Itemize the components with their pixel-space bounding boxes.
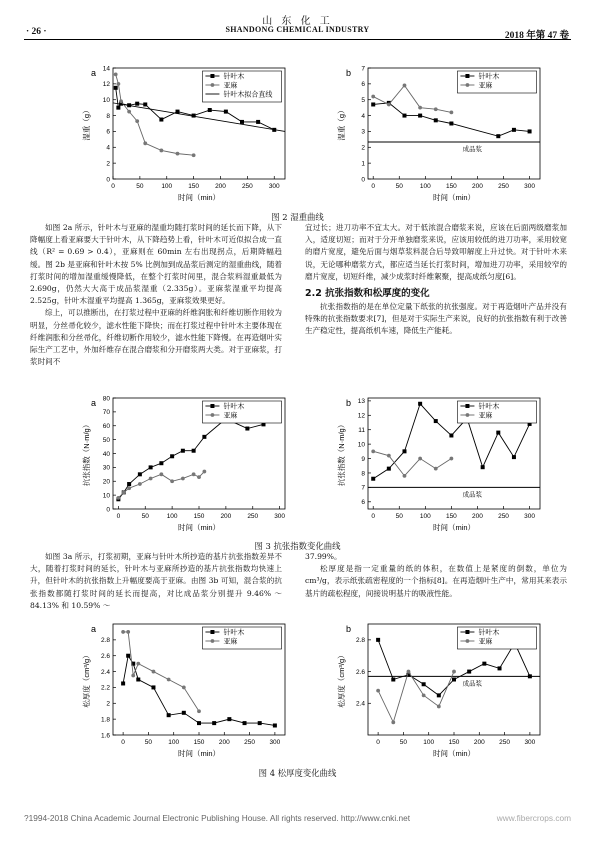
legend-label: 针叶木 [223,629,245,637]
fig2-chart-a [55,62,305,212]
reference-label: 成品浆 [462,491,483,499]
y-tick-label: 2 [106,700,110,708]
x-tick-label: 250 [244,739,256,746]
data-point [116,496,120,500]
legend-marker [466,83,470,87]
data-point [159,461,163,465]
para-fig2-analysis: 如图 2a 所示，针叶木与亚麻的湿重均随打浆时间的延长而下降，从下降幅度上看亚麻要大于针叶木，从下降趋势上看，针叶木可近似拟合成一直线（R² = 0.69 > 0.4），亚麻则在 60min 左右出现拐点，后期降幅趋缓。图 2b 是亚麻和针叶木按 5% 比例加到成品浆后测定的湿重曲线，随着打浆时间的增加湿重缓慢降低，在整个打浆时间里，混合浆料湿重最低为 2.690g，仍然大大高于成品浆湿重（2.335g）。亚麻浆湿重平均提高 2.525g，针叶木湿重平均提高 1.365g，亚麻浆效果更好。 [30,223,282,306]
data-point [181,449,185,453]
data-point [452,670,456,674]
data-point [212,721,216,725]
data-point [434,419,438,423]
data-point [159,472,163,476]
y-tick-label: 13 [357,398,365,406]
data-point [121,630,125,634]
x-axis-label: 时间（min） [432,749,476,758]
data-point [167,713,171,717]
x-tick-label: 0 [376,739,380,746]
y-tick-label: 0 [106,506,110,514]
x-tick-label: 0 [371,183,376,190]
x-tick-label: 200 [472,513,483,520]
y-tick-label: 10 [102,97,110,105]
data-point [149,477,153,481]
y-axis-label: 湿重（g） [337,106,346,141]
y-axis-label: 抗张指数（N·m/g） [337,420,346,487]
y-axis-label: 松厚度（cm³/g） [337,651,346,708]
data-point [192,114,196,118]
y-tick-label: 4 [361,112,365,120]
series-line [373,85,451,112]
data-point [197,709,201,713]
fig3-chart-a [55,392,305,542]
footer-watermark: www.fibercrops.com [496,813,571,823]
panel-letter: b [346,68,352,78]
data-point [131,674,135,678]
x-tick-label: 100 [419,183,431,190]
data-point [422,693,426,697]
legend-label: 亚麻 [478,638,493,646]
data-point [159,149,163,153]
data-point [182,711,186,715]
fig3-caption: 图 3 抗张指数变化曲线 [254,541,341,551]
x-tick-label: 200 [218,739,230,746]
data-point [121,681,125,685]
x-tick-label: 250 [241,183,253,190]
y-tick-label: 12 [357,412,365,420]
right-column-2 [305,551,567,600]
x-tick-label: 300 [524,739,536,746]
data-point [371,95,375,99]
panel-letter: a [91,398,97,408]
legend-label: 亚麻 [223,412,238,420]
data-point [452,678,456,682]
data-point [240,120,244,124]
x-tick-label: 150 [193,739,205,746]
x-tick-label: 250 [499,739,511,746]
series-line [123,656,275,726]
y-tick-label: 2 [361,144,365,152]
x-tick-label: 100 [419,513,431,520]
data-point [136,678,140,682]
data-point [449,433,453,437]
x-tick-label: 50 [141,513,149,520]
y-tick-label: 9 [361,455,365,463]
data-point [434,118,438,122]
legend-marker [210,74,214,78]
data-point [159,118,163,122]
y-tick-label: 10 [102,492,110,500]
legend-marker [465,404,469,408]
y-tick-label: 2 [106,160,110,168]
y-tick-label: 2.4 [100,668,110,676]
data-point [256,120,260,124]
data-point [224,110,228,114]
y-tick-label: 0 [106,176,110,184]
x-axis-label: 时间（min） [177,749,221,758]
legend-marker [210,630,214,634]
legend-marker [211,413,215,417]
data-point [243,721,247,725]
y-tick-label: 1.8 [100,716,110,724]
data-point [437,693,441,697]
y-tick-label: 8 [106,112,110,120]
x-tick-label: 150 [188,183,200,190]
x-tick-label: 50 [144,739,153,746]
y-tick-label: 6 [106,128,110,136]
data-point [371,477,375,481]
x-tick-label: 0 [371,513,376,520]
legend-label: 针叶木 [478,403,500,411]
x-tick-label: 150 [445,513,457,520]
fig4-chart-a [55,618,305,768]
legend-marker [211,83,215,87]
y-tick-label: 2.6 [100,653,110,661]
data-point [371,449,375,453]
x-tick-label: 150 [448,739,460,746]
legend-label: 针叶木 [223,73,245,81]
data-point [449,122,453,126]
page-number: · 26 · [26,27,47,37]
fig3-chart-b [310,392,560,542]
x-tick-label: 150 [445,183,457,190]
y-tick-label: 10 [357,441,365,449]
y-tick-label: 40 [102,450,110,458]
data-point [418,402,422,406]
data-point [126,630,130,634]
data-point [202,470,206,474]
data-point [528,674,532,678]
x-tick-label: 0 [116,513,121,520]
x-tick-label: 300 [268,183,280,190]
header-rule [24,39,571,40]
legend-label: 针叶木 [223,403,245,411]
y-tick-label: 3 [361,128,365,136]
data-point [449,457,453,461]
x-tick-label: 250 [498,183,509,190]
y-tick-label: 2.8 [100,637,110,645]
data-point [467,670,471,674]
data-point [418,114,422,118]
x-axis-label: 时间（min） [432,193,476,202]
y-tick-label: 7 [361,484,365,492]
fig2-chart-b [310,62,560,212]
y-tick-label: 30 [102,464,110,472]
data-point [496,134,500,138]
data-point [407,670,411,674]
journal-name-en: SHANDONG CHEMICAL INDUSTRY [225,25,370,34]
x-tick-label: 300 [524,513,536,520]
series-line [116,74,194,155]
data-point [116,82,120,86]
x-tick-label: 200 [215,183,226,190]
data-point [376,689,380,693]
data-point [197,475,201,479]
data-point [403,474,407,478]
x-axis-label: 时间（min） [432,523,476,532]
y-tick-label: 12 [102,81,110,89]
data-point [227,717,231,721]
legend-label: 针叶木 [478,629,500,637]
y-tick-label: 5 [361,97,365,105]
panel-letter: b [346,398,352,408]
data-point [512,128,516,132]
legend-label: 亚麻 [478,412,493,420]
x-axis-label: 时间（min） [177,193,221,202]
y-axis-label: 松厚度（cm³/g） [82,651,91,708]
data-point [273,723,277,727]
legend-label: 针叶木 [478,73,500,81]
section-heading-2-2: 2.2 抗张指数和松厚度的变化 [305,288,430,300]
data-point [481,465,485,469]
data-point [122,490,126,494]
data-point [258,721,262,725]
x-tick-label: 150 [193,513,205,520]
y-tick-label: 14 [102,65,110,73]
x-tick-label: 200 [472,183,483,190]
x-tick-label: 200 [473,739,485,746]
data-point [135,102,139,106]
data-point [402,114,406,118]
data-point [528,129,532,133]
data-point [192,153,196,157]
data-point [135,119,139,123]
x-tick-label: 0 [111,183,115,190]
x-tick-label: 50 [395,183,403,190]
data-point [170,454,174,458]
left-column-2 [30,551,282,612]
x-tick-label: 50 [136,183,144,190]
x-tick-label: 100 [168,739,180,746]
data-point [192,472,196,476]
data-point [138,482,142,486]
y-tick-label: 4 [106,144,110,152]
data-point [136,662,140,666]
data-point [371,102,375,106]
x-tick-label: 100 [161,183,173,190]
data-point [119,99,123,103]
legend-marker [211,639,215,643]
y-tick-label: 2.4 [355,700,365,708]
data-point [498,666,502,670]
data-point [403,84,407,88]
x-tick-label: 250 [498,513,509,520]
data-point [127,486,131,490]
data-point [114,86,118,90]
panel-letter: a [91,68,97,78]
data-point [176,152,180,156]
data-point [167,678,171,682]
data-point [391,720,395,724]
data-point [422,682,426,686]
y-axis-label: 湿重（g） [82,106,91,141]
y-tick-label: 70 [102,409,110,417]
para-summary: 综上，可以推断出，在打浆过程中亚麻的纤维润胀和纤维切断作用较为明显，分丝帚化较少，滤水性能下降快；而在打浆过程中针叶木主要体现在纤维润胀和分丝帚化，纤维切断作用较少，滤水性能下降慢。在再造烟叶实际生产工艺中，外加纤维存在混合磨浆和分开磨浆两大类。对于亚麻浆，打浆时间不 [30,308,282,367]
y-tick-label: 11 [358,427,365,435]
data-point [143,141,147,145]
data-point [170,479,174,483]
x-tick-label: 50 [399,739,408,746]
data-point [208,108,212,112]
journal-name-cn: 山 东 化 工 [262,16,333,27]
data-point [437,705,441,709]
y-axis-label: 抗张指数（N·m/g） [82,420,91,487]
data-point [126,654,130,658]
series-line [123,632,199,711]
x-tick-label: 300 [269,739,281,746]
x-tick-label: 100 [166,513,178,520]
data-point [387,103,391,107]
data-point [449,111,453,115]
data-point [418,457,422,461]
y-tick-label: 80 [102,395,110,403]
data-point [434,107,438,111]
legend-marker [466,413,470,417]
y-tick-label: 7 [361,65,365,73]
x-tick-label: 300 [524,183,536,190]
data-point [197,721,201,725]
fig4-caption: 图 4 松厚度变化曲线 [258,768,337,778]
data-point [192,449,196,453]
y-tick-label: 2.8 [355,637,365,645]
y-tick-label: 6 [361,499,365,507]
data-point [512,455,516,459]
data-point [127,110,131,114]
data-point [138,472,142,476]
legend-label: 亚麻 [223,82,238,90]
legend-label: 亚麻 [478,82,493,90]
series-line [373,451,451,476]
fig2-caption: 图 2 湿重曲线 [271,212,324,222]
data-point [434,467,438,471]
x-tick-label: 0 [121,739,125,746]
data-point [391,678,395,682]
reference-label: 成品浆 [462,145,483,153]
fig4-chart-b [310,618,560,768]
data-point [482,662,486,666]
para-fig3-analysis: 如图 3a 所示，打浆初期，亚麻与针叶木所抄造的基片抗张指数差异不大，随着打浆时间的延长，针叶木与亚麻所抄造的基片抗张指数均快速上升，但针叶木的抗张指数上升幅度要高于亚麻。由图 3b 可知，混合浆的抗张指数都随打浆时间的延长而提高，对比成品浆分别提升 9.46% ～ 84.13% 和 10.59% ～ [30,552,282,610]
y-tick-label: 0 [361,176,365,184]
x-tick-label: 300 [274,513,286,520]
legend-marker [465,74,469,78]
data-point [149,465,153,469]
y-tick-label: 2.2 [100,684,110,692]
data-point [127,482,131,486]
data-point [202,435,206,439]
data-point [387,467,391,471]
series-line [373,103,529,136]
data-point [182,686,186,690]
y-tick-label: 6 [361,81,365,89]
data-point [151,685,155,689]
data-point [402,449,406,453]
series-line [113,103,285,132]
y-tick-label: 50 [102,436,110,444]
x-tick-label: 100 [423,739,435,746]
left-column-1 [30,222,282,368]
legend-marker [210,404,214,408]
panel-letter: a [91,624,97,634]
y-tick-label: 8 [361,470,365,478]
data-point [496,431,500,435]
para-bulk-intro: 松厚度是指一定重量的纸的体积，在数值上是紧度的倒数，单位为 cm³/g，表示纸张疏密程度的一个指标[8]。在再造烟叶生产中，常用其来表示基片的疏松程度，间接说明基片的吸液性能。 [305,564,567,598]
para-fig3-analysis-cont: 37.99%。 [305,552,342,561]
legend-marker [466,639,470,643]
para-tensile-intro: 抗张指数指的是在单位定量下纸张的抗张强度。对于再造烟叶产品并没有特殊的抗张指数要求[7]，但是对于实际生产来说，良好的抗张指数有利于改善生产稳定性，提高纸机车速，降低生产能耗。 [305,302,567,336]
x-tick-label: 50 [395,513,403,520]
issue-info: 2018 年第 47 卷 [504,31,569,41]
data-point [376,638,380,642]
data-point [387,454,391,458]
para-pulping-advice: 宜过长；进刀功率不宜太大。对于低浓混合磨浆来说，应该在后面两级磨浆加入，适度切短；而对于分开单独磨浆来说，应该用较低的进刀功率，采用较宽的磨片宽度，避免后面与烟草浆料混合后导致叩解度上升过快。对于针叶木来说，无论哪种磨浆方式，都应适当延长打浆时间，增加进刀功率，采用较窄的磨片宽度，切短纤维，减少成浆时纤维絮聚，提高成纸匀度[6]。 [305,223,567,281]
panel-letter: b [346,624,352,634]
data-point [245,427,249,431]
legend-label: 亚麻 [223,638,238,646]
data-point [152,670,156,674]
y-tick-label: 60 [102,423,110,431]
x-axis-label: 时间（min） [177,523,221,532]
footer-copyright: ?1994-2018 China Academic Journal Electronic Publishing House. All rights reserved. http://www.cnki.net [24,813,411,823]
data-point [181,477,185,481]
data-point [114,72,118,76]
legend-label: 针叶木拟合直线 [223,91,273,99]
y-tick-label: 2.6 [355,668,365,676]
data-point [143,102,147,106]
reference-label: 成品浆 [462,680,483,688]
data-point [116,106,120,110]
y-tick-label: 20 [102,478,110,486]
y-tick-label: 1 [361,160,365,168]
right-column-1 [305,222,567,338]
data-point [418,106,422,110]
legend-marker [465,630,469,634]
x-tick-label: 200 [220,513,232,520]
y-tick-label: 1.6 [100,732,110,740]
x-tick-label: 250 [247,513,259,520]
